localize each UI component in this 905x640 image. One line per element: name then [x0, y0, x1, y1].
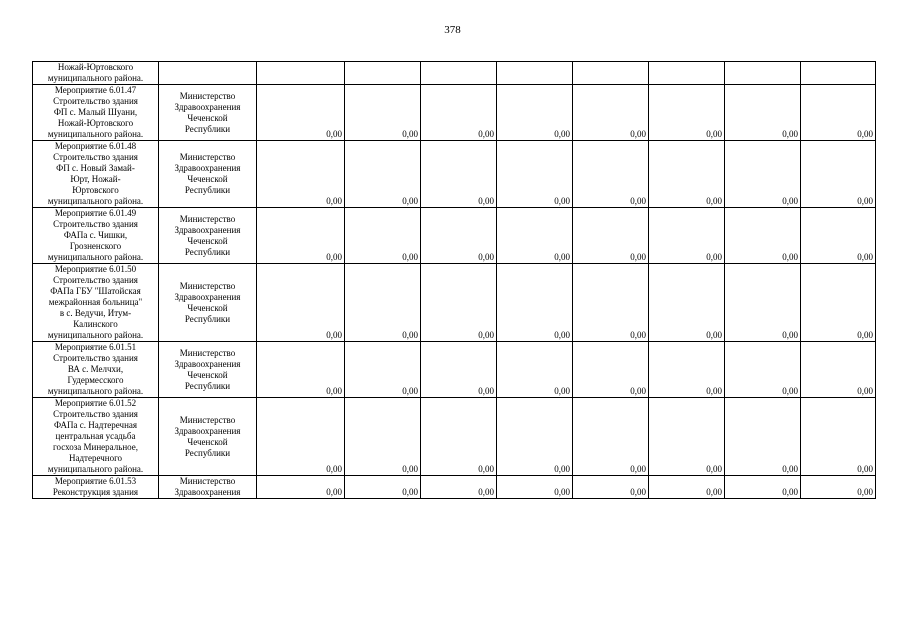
value-cell: 0,00	[497, 141, 573, 208]
measure-name-line: муниципального района.	[47, 196, 144, 206]
value-cell: 0,00	[257, 208, 345, 264]
value-cell: 0,00	[649, 85, 725, 141]
value-cell: 0,00	[497, 342, 573, 398]
responsible-org-line: Министерство	[179, 280, 236, 291]
table-row	[33, 141, 876, 208]
measure-name-cell	[33, 264, 159, 342]
responsible-org-line: Чеченской	[187, 174, 228, 184]
responsible-org-line: Республики	[184, 185, 231, 195]
value-cell: 0,00	[421, 85, 497, 141]
value-cell	[345, 62, 421, 85]
value-cell: 0,00	[257, 342, 345, 398]
responsible-org-line: Здравоохранения	[174, 291, 241, 302]
measure-name-line: ФАПа ГБУ "Шатойская	[50, 286, 141, 296]
responsible-org-line: Чеченской	[187, 369, 228, 380]
value-cell: 0,00	[257, 476, 345, 499]
value-cell: 0,00	[649, 476, 725, 499]
measure-name-line: муниципального района.	[47, 129, 144, 139]
responsible-org-cell	[159, 141, 257, 208]
responsible-org-line: Министерство	[179, 476, 236, 486]
value-cell: 0,00	[573, 398, 649, 476]
measure-name-line: Строительство здания	[53, 219, 138, 229]
responsible-org-line: Министерство	[179, 152, 236, 162]
responsible-org-line: Чеченской	[187, 112, 228, 123]
value-cell: 0,00	[801, 141, 876, 208]
value-cell: 0,00	[573, 342, 649, 398]
value-cell: 0,00	[497, 264, 573, 342]
measure-name-line: Реконструкция здания	[52, 487, 139, 497]
value-cell: 0,00	[573, 85, 649, 141]
responsible-org-line: Чеченской	[187, 235, 228, 246]
responsible-org-cell	[159, 476, 257, 499]
value-cell: 0,00	[421, 208, 497, 264]
value-cell: 0,00	[801, 342, 876, 398]
measure-name-line: Грозненского	[69, 241, 122, 251]
value-cell: 0,00	[345, 398, 421, 476]
value-cell	[257, 62, 345, 85]
measure-name-line: межрайонная больница"	[48, 297, 143, 307]
table-row	[33, 264, 876, 342]
value-cell: 0,00	[725, 141, 801, 208]
value-cell: 0,00	[573, 208, 649, 264]
responsible-org-line: Республики	[184, 313, 231, 324]
value-cell: 0,00	[649, 342, 725, 398]
value-cell: 0,00	[573, 141, 649, 208]
value-cell: 0,00	[421, 342, 497, 398]
table-row	[33, 398, 876, 476]
responsible-org-cell	[159, 62, 257, 85]
value-cell: 0,00	[649, 264, 725, 342]
value-cell: 0,00	[345, 342, 421, 398]
value-cell: 0,00	[573, 264, 649, 342]
responsible-org-line: Здравоохранения	[174, 487, 241, 497]
value-cell: 0,00	[801, 264, 876, 342]
measure-name-line: центральная усадьба	[55, 431, 136, 441]
responsible-org-cell	[159, 264, 257, 342]
measure-name-line: Юртовского	[72, 185, 119, 195]
value-cell: 0,00	[421, 264, 497, 342]
budget-table	[32, 61, 876, 499]
value-cell: 0,00	[649, 141, 725, 208]
responsible-org-cell	[159, 85, 257, 141]
measure-name-line: Строительство здания	[53, 409, 138, 419]
value-cell: 0,00	[725, 264, 801, 342]
responsible-org-line: Здравоохранения	[174, 425, 241, 436]
measure-name-line: ФАПа с. Чишки,	[63, 230, 128, 240]
value-cell: 0,00	[345, 85, 421, 141]
responsible-org-line: Здравоохранения	[174, 101, 241, 112]
measure-name-line: Строительство здания	[53, 152, 138, 162]
responsible-org-cell	[159, 342, 257, 398]
measure-name-cell	[33, 85, 159, 141]
table-row	[33, 342, 876, 398]
measure-name-line: Ножай-Юртовского	[57, 62, 134, 72]
measure-name-line: муниципального района.	[47, 73, 144, 83]
measure-name-cell	[33, 476, 159, 499]
table-row	[33, 62, 876, 85]
measure-name-line: ФП с. Малый Шуани,	[53, 107, 138, 117]
value-cell: 0,00	[257, 141, 345, 208]
value-cell	[421, 62, 497, 85]
value-cell: 0,00	[573, 476, 649, 499]
value-cell: 0,00	[345, 208, 421, 264]
measure-name-line: Строительство здания	[53, 353, 138, 363]
table-row	[33, 476, 876, 499]
value-cell	[649, 62, 725, 85]
page-number: 378	[444, 24, 461, 36]
measure-name-line: госхоза Минеральное,	[53, 442, 138, 452]
value-cell: 0,00	[649, 208, 725, 264]
measure-name-line: Строительство здания	[53, 96, 138, 106]
table-row	[33, 208, 876, 264]
measure-name-line: муниципального района.	[47, 386, 144, 396]
measure-name-line: Надтеречного	[68, 453, 123, 463]
responsible-org-line: Чеченской	[187, 436, 228, 447]
value-cell: 0,00	[801, 208, 876, 264]
measure-name-line: в с. Ведучи, Итум-	[59, 308, 132, 318]
responsible-org-line: Республики	[184, 123, 231, 134]
responsible-org-line: Республики	[184, 447, 231, 458]
value-cell	[573, 62, 649, 85]
measure-name-line: Мероприятие 6.01.51	[54, 342, 137, 352]
measure-name-line: Калинского	[73, 319, 118, 329]
responsible-org-cell	[159, 208, 257, 264]
value-cell: 0,00	[421, 476, 497, 499]
responsible-org-line: Здравоохранения	[174, 163, 241, 173]
value-cell: 0,00	[801, 398, 876, 476]
measure-name-line: ФП с. Новый Замай-	[56, 163, 135, 173]
measure-name-cell	[33, 342, 159, 398]
value-cell: 0,00	[649, 398, 725, 476]
value-cell: 0,00	[497, 476, 573, 499]
responsible-org-line: Чеченской	[187, 302, 228, 313]
value-cell: 0,00	[725, 342, 801, 398]
value-cell: 0,00	[497, 398, 573, 476]
measure-name-line: Гудермесского	[67, 375, 124, 385]
responsible-org-line: Министерство	[179, 90, 236, 101]
value-cell: 0,00	[725, 476, 801, 499]
measure-name-line: Мероприятие 6.01.50	[54, 264, 137, 274]
measure-name-line: Мероприятие 6.01.52	[54, 398, 137, 408]
measure-name-line: Мероприятие 6.01.48	[54, 141, 137, 151]
value-cell: 0,00	[345, 141, 421, 208]
value-cell: 0,00	[801, 85, 876, 141]
value-cell: 0,00	[345, 476, 421, 499]
value-cell: 0,00	[725, 398, 801, 476]
responsible-org-line: Министерство	[179, 213, 236, 224]
responsible-org-line: Здравоохранения	[174, 224, 241, 235]
measure-name-line: Строительство здания	[53, 275, 138, 285]
measure-name-line: муниципального района.	[47, 330, 144, 340]
responsible-org-line: Министерство	[179, 414, 236, 425]
measure-name-line: ФАПа с. Надтеречная	[53, 420, 138, 430]
value-cell: 0,00	[725, 208, 801, 264]
value-cell: 0,00	[497, 208, 573, 264]
value-cell: 0,00	[725, 85, 801, 141]
value-cell: 0,00	[257, 264, 345, 342]
measure-name-line: Ножай-Юртовского	[57, 118, 134, 128]
measure-name-line: Мероприятие 6.01.49	[54, 208, 137, 218]
measure-name-cell	[33, 398, 159, 476]
measure-name-cell	[33, 141, 159, 208]
measure-name-line: Юрт, Ножай-	[70, 174, 121, 184]
measure-name-line: муниципального района.	[47, 252, 144, 262]
value-cell: 0,00	[497, 85, 573, 141]
responsible-org-line: Республики	[184, 246, 231, 257]
measure-name-line: муниципального района.	[47, 464, 144, 474]
value-cell: 0,00	[801, 476, 876, 499]
value-cell: 0,00	[421, 398, 497, 476]
value-cell: 0,00	[421, 141, 497, 208]
value-cell	[497, 62, 573, 85]
measure-name-line: ВА с. Мелчхи,	[67, 364, 124, 374]
table-row	[33, 85, 876, 141]
table-body	[33, 62, 876, 499]
value-cell	[725, 62, 801, 85]
responsible-org-line: Здравоохранения	[174, 358, 241, 369]
responsible-org-line: Республики	[184, 380, 231, 391]
measure-name-cell	[33, 208, 159, 264]
value-cell	[801, 62, 876, 85]
value-cell: 0,00	[257, 85, 345, 141]
responsible-org-cell	[159, 398, 257, 476]
responsible-org-line: Министерство	[179, 347, 236, 358]
measure-name-line: Мероприятие 6.01.53	[54, 476, 137, 486]
value-cell: 0,00	[345, 264, 421, 342]
measure-name-cell	[33, 62, 159, 85]
value-cell: 0,00	[257, 398, 345, 476]
measure-name-line: Мероприятие 6.01.47	[54, 85, 137, 95]
